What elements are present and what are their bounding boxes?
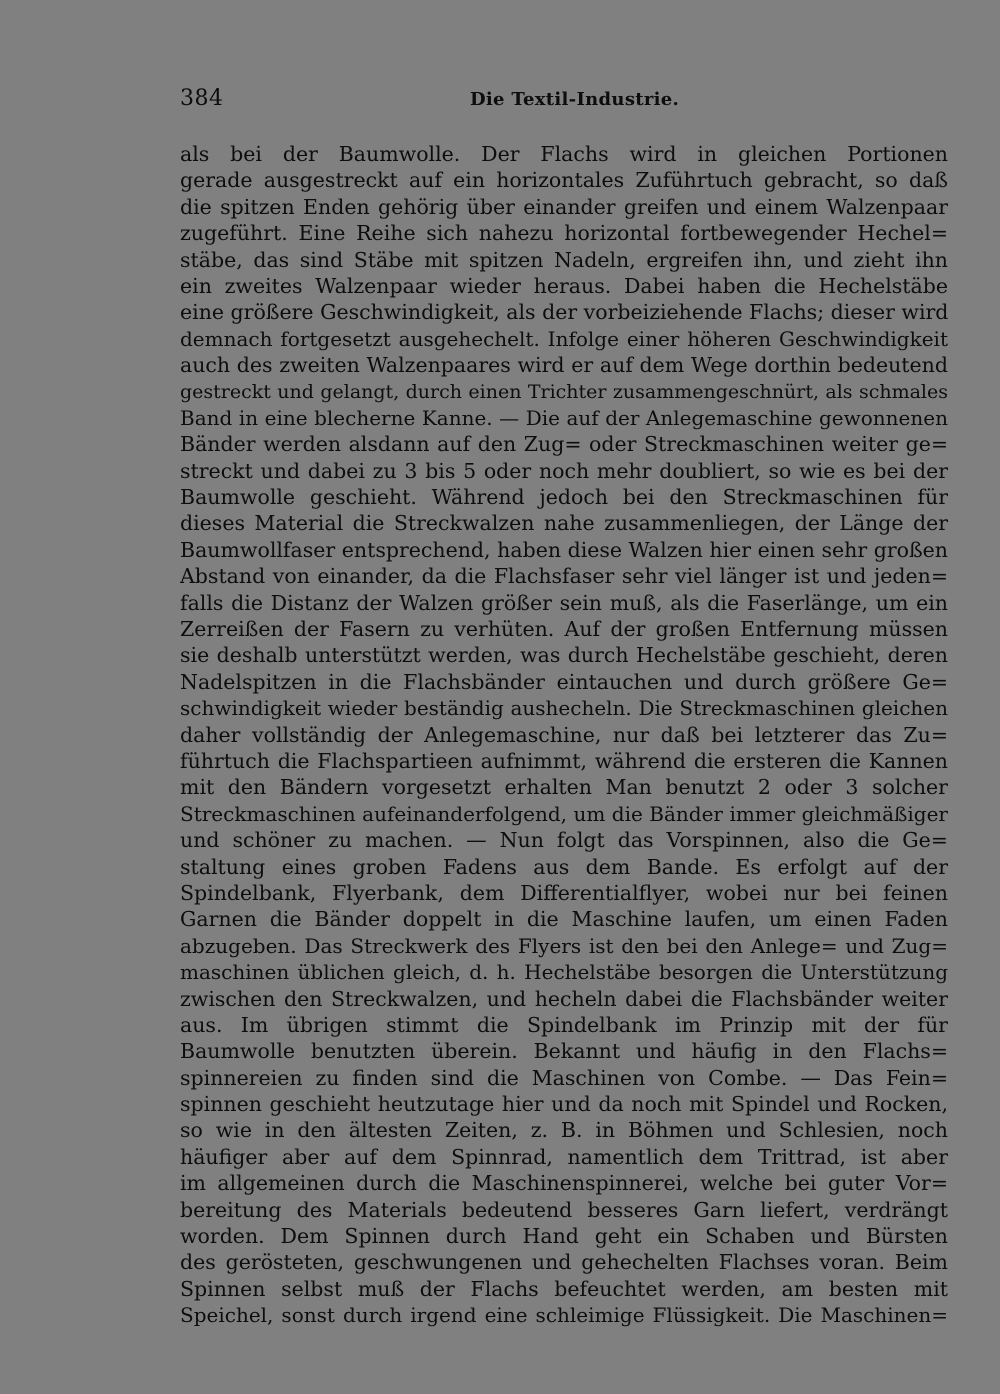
page-number: 384	[180, 86, 224, 111]
text-line: streckt und dabei zu 3 bis 5 oder noch mehr doubliert, so wie es bei der	[180, 458, 948, 483]
text-line: Zerreißen der Fasern zu verhüten. Auf der großen Entfernung müssen	[180, 617, 948, 642]
running-title: Die Textil-Industrie.	[470, 89, 680, 110]
page-header	[180, 86, 950, 116]
text-line: spinnen geschieht heutzutage hier und da noch mit Spindel und Rocken,	[180, 1092, 948, 1117]
text-line: häufiger aber auf dem Spinnrad, namentlich dem Trittrad, ist aber	[180, 1144, 948, 1169]
text-line: falls die Distanz der Walzen größer sein muß, als die Faserlänge, um ein	[180, 590, 948, 615]
text-line: so wie in den ältesten Zeiten, z. B. in Böhmen und Schlesien, noch	[180, 1118, 948, 1143]
text-line: aus. Im übrigen stimmt die Spindelbank im Prinzip mit der für	[180, 1012, 948, 1037]
text-line: Band in eine blecherne Kanne. — Die auf der Anlegemaschine gewonnenen	[180, 405, 948, 430]
text-line: bereitung des Materials bedeutend besseres Garn liefert, verdrängt	[180, 1197, 948, 1222]
text-line: daher vollständig der Anlegemaschine, nur daß bei letzterer das Zu=	[180, 722, 948, 747]
text-line: eine größere Geschwindigkeit, als der vorbeiziehende Flachs; dieser wird	[180, 300, 948, 325]
text-line: stäbe, das sind Stäbe mit spitzen Nadeln, ergreifen ihn, und zieht ihn	[180, 247, 948, 272]
text-line: spinnereien zu finden sind die Maschinen von Combe. — Das Fein=	[180, 1065, 948, 1090]
text-line: staltung eines groben Fadens aus dem Bande. Es erfolgt auf der	[180, 854, 948, 879]
text-line: Garnen die Bänder doppelt in die Maschine laufen, um einen Faden	[180, 907, 948, 932]
text-line: Spindelbank, Flyerbank, dem Differentialflyer, wobei nur bei feinen	[180, 880, 948, 905]
text-line: dieses Material die Streckwalzen nahe zusammenliegen, der Länge der	[180, 511, 948, 536]
text-line: Speichel, sonst durch irgend eine schleimige Flüssigkeit. Die Maschinen=	[180, 1303, 948, 1328]
text-line: Abstand von einander, da die Flachsfaser sehr viel länger ist und jeden=	[180, 564, 948, 589]
text-line: mit den Bändern vorgesetzt erhalten Man benutzt 2 oder 3 solcher	[180, 775, 948, 800]
text-line: Baumwolle benutzten überein. Bekannt und häufig in den Flachs=	[180, 1039, 948, 1064]
body-text	[180, 141, 948, 1329]
text-line: Spinnen selbst muß der Flachs befeuchtet werden, am besten mit	[180, 1276, 948, 1301]
text-line: auch des zweiten Walzenpaares wird er auf dem Wege dorthin bedeutend	[180, 353, 948, 378]
text-line: Bänder werden alsdann auf den Zug= oder Streckmaschinen weiter ge=	[180, 432, 948, 457]
text-line: die spitzen Enden gehörig über einander greifen und einem Walzenpaar	[180, 194, 948, 219]
text-line: maschinen üblichen gleich, d. h. Hechelstäbe besorgen die Unterstützung	[180, 960, 948, 985]
text-line: gerade ausgestreckt auf ein horizontales Zuführtuch gebracht, so daß	[180, 168, 948, 193]
text-line: Baumwollfaser entsprechend, haben diese Walzen hier einen sehr großen	[180, 537, 948, 562]
text-line: im allgemeinen durch die Maschinenspinnerei, welche bei guter Vor=	[180, 1171, 948, 1196]
text-line: abzugeben. Das Streckwerk des Flyers ist den bei den Anlege= und Zug=	[180, 933, 948, 958]
text-line: des gerösteten, geschwungenen und gehechelten Flachses voran. Beim	[180, 1250, 948, 1275]
text-line: Streckmaschinen aufeinanderfolgend, um die Bänder immer gleichmäßiger	[180, 801, 948, 826]
text-line: worden. Dem Spinnen durch Hand geht ein Schaben und Bürsten	[180, 1224, 948, 1249]
text-line: schwindigkeit wieder beständig aushecheln. Die Streckmaschinen gleichen	[180, 696, 948, 721]
text-line: und schöner zu machen. — Nun folgt das Vorspinnen, also die Ge=	[180, 828, 948, 853]
text-line: Baumwolle geschieht. Während jedoch bei den Streckmaschinen für	[180, 485, 948, 510]
text-line: zwischen den Streckwalzen, und hecheln dabei die Flachsbänder weiter	[180, 986, 948, 1011]
text-line: ein zweites Walzenpaar wieder heraus. Dabei haben die Hechelstäbe	[180, 273, 948, 298]
text-line: als bei der Baumwolle. Der Flachs wird in gleichen Portionen	[180, 142, 948, 166]
text-line: demnach fortgesetzt ausgehechelt. Infolge einer höheren Geschwindigkeit	[180, 326, 948, 351]
text-line: gestreckt und gelangt, durch einen Trichter zusammengeschnürt, als schmales	[180, 380, 948, 403]
text-line: zugeführt. Eine Reihe sich nahezu horizontal fortbewegender Hechel=	[180, 221, 948, 246]
text-line: führtuch die Flachspartieen aufnimmt, während die ersteren die Kannen	[180, 748, 948, 773]
text-line: Nadelspitzen in die Flachsbänder eintauchen und durch größere Ge=	[180, 669, 948, 694]
text-line: sie deshalb unterstützt werden, was durch Hechelstäbe geschieht, deren	[180, 643, 948, 668]
